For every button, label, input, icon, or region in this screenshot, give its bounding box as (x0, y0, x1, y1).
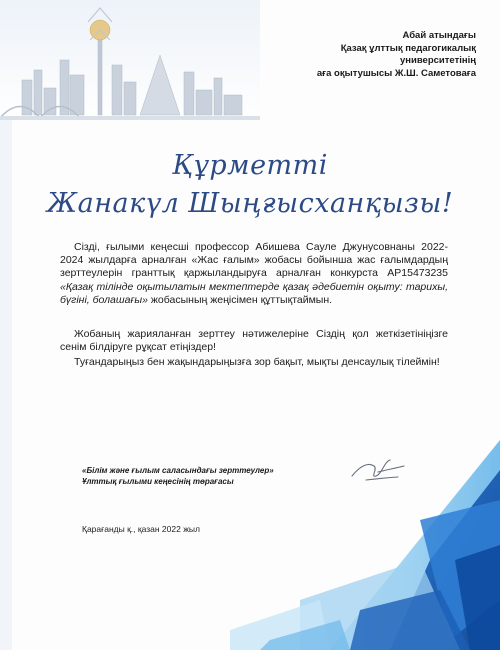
handwritten-signature (348, 452, 408, 486)
paragraph-text: жобасының жеңісімен құттықтаймын. (147, 293, 333, 306)
recipient-line: Қазақ ұлттық педагогикалық (340, 42, 476, 54)
city-skyline-image (0, 8, 260, 120)
recipient-block (246, 30, 476, 80)
letter-paragraph-2: Жобаның жарияланған зерттеу нәтижелеріне Сіздің қол жеткізетініңізге сенім білдіруге рұқсат етіңіздер! (60, 328, 448, 354)
salutation-title: Құрметті (172, 150, 328, 181)
signatory-line: «Білім және ғылым саласындағы зерттеулер» (82, 466, 274, 475)
paragraph-text: Сізді, ғылыми кеңесші профессор Абишева Сауле Джунусовнаны 2022-2024 жылдарға арналған «Жас ғалым» жобасы бойынша жас ғалымдардың зерттеулерін гранттық қаржыландыруға арналған конкурста АР15473235 (60, 241, 448, 280)
letter-paragraph-1 (60, 241, 448, 307)
signatory-title (82, 465, 274, 487)
project-title: «Қазақ тілінде оқытылатын мектептерде қазақ әдебиетін оқыту: тарихы, бүгіні, болашағы» (60, 280, 448, 306)
salutation-name: Жанакүл Шыңғысханқызы! (46, 188, 454, 219)
place-and-date: Қарағанды қ., қазан 2022 жыл (82, 524, 200, 534)
recipient-line: университетінің (399, 55, 476, 66)
recipient-line: Абай атындағы (402, 30, 476, 41)
recipient-line: аға оқытушысы Ж.Ш. Саметоваға (316, 67, 476, 79)
letter-paragraph-3: Туғандарыңыз бен жақындарыңызға зор бақыт, мықты денсаулық тілеймін! (74, 356, 440, 368)
signatory-line: Ұлттық ғылыми кеңесінің төрағасы (82, 477, 234, 486)
